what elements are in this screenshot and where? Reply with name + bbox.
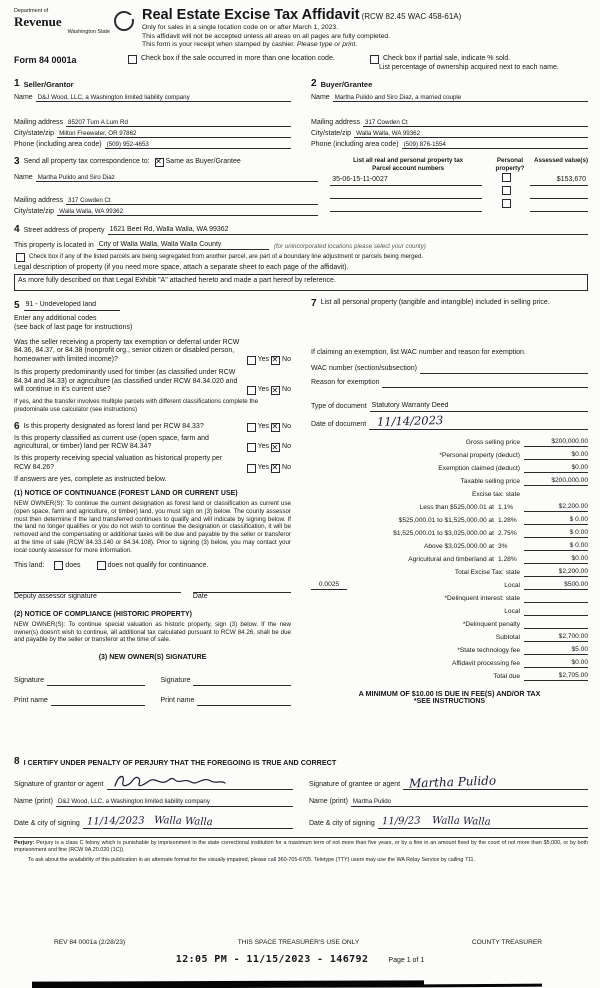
tax-rate: 2.75%	[498, 529, 517, 537]
yes-label: Yes	[257, 356, 270, 364]
deputy-date-line[interactable]	[193, 582, 291, 593]
buyer-name-field[interactable]: Martha Pulido and Siro Diaz, a married couple	[333, 94, 588, 103]
tax-row-value	[524, 628, 588, 629]
document-date-line[interactable]	[369, 414, 588, 430]
tax-row-label: Local	[504, 607, 520, 615]
personal-property-checkbox[interactable]	[502, 186, 511, 195]
tax-row-label: Subtotal	[495, 633, 520, 641]
main-columns	[14, 299, 588, 747]
scan-artifact	[32, 980, 424, 988]
new-owner-signature-label: Signature	[14, 677, 44, 685]
assessed-value-field[interactable]: $153,670	[530, 176, 588, 186]
yes-label: Yes	[257, 463, 270, 471]
perjury-notice	[14, 837, 588, 864]
historic-question: Is this property receiving special valuation as historical property per RCW 84.26?	[14, 455, 223, 471]
correspondence-csz-label: City/state/zip	[14, 207, 55, 215]
section-7-number: 7	[311, 298, 317, 310]
alt-format-note: To ask about the availability of this publication in an alternate format for the visually impaired, please call 360-705-6705. Teletype (TTY) users may use the WA Relay Service by calling 711.	[28, 856, 475, 863]
no-label: No	[282, 422, 291, 430]
answers-note: If answers are yes, complete as instructed below.	[14, 475, 167, 483]
grantee-signature-line[interactable]	[403, 771, 588, 790]
no-label: No	[282, 356, 291, 364]
additional-codes-note: (see back of last page for instructions)	[14, 323, 133, 331]
personal-property-checkbox[interactable]	[502, 173, 511, 182]
left-column	[14, 299, 303, 747]
section-2-number: 2	[311, 78, 317, 90]
tax-row-label: $525,000.01 to $1,525,000.00 at	[398, 516, 494, 524]
multi-location-checkbox[interactable]	[128, 55, 137, 64]
tax-row-label: Gross selling price	[465, 438, 520, 446]
tax-row-value: $500.00	[524, 581, 588, 590]
does-not-qualify-checkbox[interactable]	[97, 561, 106, 570]
new-owner-print-name-label: Print name	[14, 697, 48, 705]
tax-row-value	[524, 615, 588, 616]
grantor-date-city-label: Date & city of signing	[14, 820, 80, 828]
tax-row-label: $1,525,000.01 to $3,025,000.00 at	[393, 529, 494, 537]
additional-codes-label: Enter any additional codes	[14, 315, 97, 323]
document-type-field[interactable]: Statutory Warranty Deed	[370, 402, 588, 412]
land-use-code-field[interactable]: 91 - Undeveloped land	[24, 301, 120, 311]
personal-property-intro: List all personal property (tangible and intangible) included in selling price.	[320, 299, 550, 307]
tax-row-label: Above $3,025,000.00 at	[423, 542, 494, 550]
does-not-label: does not qualify for continuance.	[107, 561, 209, 569]
logo-revenue-text: Revenue	[14, 14, 62, 30]
tax-rate: 1.1%	[498, 503, 514, 511]
multi-location-label: Check box if the sale occurred in more than one location code.	[141, 54, 335, 62]
tax-row-label: Total due	[493, 672, 520, 680]
new-owner-print-name-line-1[interactable]	[51, 695, 145, 706]
page-indicator: Page 1 of 1	[388, 957, 425, 965]
form-number-row	[14, 55, 588, 73]
tax-row-label: Exemption claimed (deduct)	[438, 464, 520, 472]
new-owner-signature-line-2[interactable]	[193, 675, 291, 686]
tax-row-value: $2,700.00	[524, 633, 588, 642]
notice-continuance-title: (1) NOTICE OF CONTINUANCE (FOREST LAND OR CURRENT USE)	[14, 490, 238, 498]
scan-artifact	[424, 984, 542, 988]
legal-description-label: Legal description of property (if you need more space, attach a separate sheet to each page of the affidavit).	[14, 264, 349, 272]
footer	[14, 939, 586, 966]
tax-row-value: $200,000.00	[524, 477, 588, 486]
partial-sale-note: List percentage of ownership acquired next to each name.	[379, 63, 559, 71]
new-owner-print-name-label: Print name	[160, 697, 195, 705]
use-section	[14, 299, 291, 414]
buyer-phone-field[interactable]: (509) 876-1554	[402, 141, 588, 150]
grantor-certification	[14, 772, 307, 829]
grantee-date-city-line[interactable]	[378, 816, 588, 830]
buyer-csz-field[interactable]: Walla Walla, WA 99362	[354, 130, 588, 139]
grantee-certification	[307, 772, 588, 829]
multi-parcel-note: If yes, and the transfer involves multiple parcels with different classifications complete the predominate use calculator (see instructions)	[14, 398, 259, 413]
tax-row-value: $2,200.00	[524, 503, 588, 512]
tax-rate: 3%	[498, 542, 508, 550]
deputy-assessor-signature-line[interactable]	[14, 582, 181, 593]
correspondence-and-parcels	[14, 157, 588, 216]
logo-dept-text: Department of	[14, 8, 49, 14]
current-use-question: Is this property classified as current use (open space, farm and agricultural, or timber) land per RCW 84.34?	[14, 434, 209, 451]
correspondence-csz-field[interactable]: Walla Walla, WA 99362	[57, 208, 318, 217]
tax-row-label: Excise tax: state	[471, 490, 520, 498]
tax-rate: 1.28%	[498, 516, 517, 524]
seller-name-field[interactable]: D&J Wood, LLC, a Washington limited liability company	[36, 94, 291, 103]
section-2-title: Buyer/Grantee	[320, 79, 373, 89]
correspondence-intro: Send all property tax correspondence to:	[23, 158, 150, 166]
tax-row-value: $2,705.00	[524, 672, 588, 681]
segregated-label: Check box if any of the listed parcels are being segregated from another parcel, are part of a boundary line adjustment or parcels being merged.	[29, 253, 424, 261]
correspondence-name-field[interactable]: Martha Pulido and Siro Diaz	[36, 174, 319, 183]
document-date-label: Date of document	[311, 421, 367, 429]
yes-label: Yes	[257, 422, 270, 430]
personal-property-checkbox[interactable]	[502, 199, 511, 208]
notice-compliance-title: (2) NOTICE OF COMPLIANCE (HISTORIC PROPERTY)	[14, 611, 192, 619]
no-label: No	[282, 386, 291, 394]
dor-logo	[14, 8, 134, 36]
personal-property-header: Personal property?	[495, 157, 525, 173]
grantor-signature	[111, 772, 229, 792]
seller-csz-field[interactable]: Milton Freewater, OR 97862	[57, 130, 291, 139]
new-owner-signature-line-1[interactable]	[47, 675, 145, 686]
street-address-label: Street address of property	[23, 226, 105, 234]
assessed-value-header: Assessed value(s)	[534, 157, 588, 165]
parcel-header-line2: Parcel account numbers	[372, 165, 445, 173]
yes-label: Yes	[257, 386, 270, 394]
local-rate-field: 0.0025	[311, 581, 347, 590]
exemption-reason-label: Reason for exemption	[311, 379, 380, 387]
tax-rate: 1.28%	[498, 555, 517, 563]
parcel-row	[330, 186, 588, 199]
buyer-csz-label: City/state/zip	[311, 129, 352, 137]
seller-csz-label: City/state/zip	[14, 129, 55, 137]
street-address-field[interactable]: 1621 Beet Rd, Walla Walla, WA 99362	[108, 226, 589, 236]
grantee-print-name-label: Name (print)	[309, 798, 348, 806]
grantor-print-name-field[interactable]: D&J Wood, LLC, a Washington limited liability company	[56, 798, 293, 807]
historic-no-checkbox[interactable]	[271, 464, 280, 473]
grantor-signature-line[interactable]	[107, 771, 293, 790]
tax-row-label: Taxable selling price	[460, 477, 520, 485]
timber-yes-checkbox[interactable]	[247, 386, 256, 395]
exemption-no-checkbox[interactable]	[271, 356, 280, 365]
forest-land-question: Is this property designated as forest land per RCW 84.33?	[23, 422, 204, 430]
grantee-date-handwriting: 11/9/23	[381, 815, 421, 827]
tax-row-label: Less than $525,000.01 at	[419, 503, 494, 511]
seller-phone-label: Phone (including area code)	[14, 140, 102, 148]
tax-row-value: $ 0.00	[524, 516, 588, 525]
cashier-stamp: 12:05 PM - 11/15/2023 - 146792	[175, 953, 369, 965]
tax-row-label: *State technology fee	[457, 646, 520, 654]
wac-number-label: WAC number (section/subsection)	[311, 365, 417, 373]
form-number: Form 84 0001a	[14, 54, 77, 65]
tax-row-label: Affidavit processing fee	[451, 659, 520, 667]
forest-no-checkbox[interactable]	[271, 423, 280, 432]
parcel-row	[330, 199, 588, 212]
dor-emblem-icon	[114, 11, 134, 31]
seller-mailing-field[interactable]: 85207 Turn A Lum Rd	[66, 119, 291, 128]
grantee-city-handwriting: Walla Walla	[432, 814, 492, 828]
current-use-no-checkbox[interactable]	[271, 443, 280, 452]
deputy-date-label: Date	[192, 593, 208, 601]
perjury-label: Perjury:	[14, 840, 35, 847]
rev-form-number: REV 84 0001a (2/28/23)	[54, 939, 126, 947]
tax-section	[303, 299, 588, 747]
tax-row-value: $5.00	[524, 646, 588, 655]
see-instructions-note: *SEE INSTRUCTIONS	[413, 697, 486, 705]
tax-row-value: $ 0.00	[524, 542, 588, 551]
grantor-city-handwriting: Walla Walla	[154, 814, 214, 828]
parcel-row	[330, 173, 588, 186]
tax-row-value	[524, 602, 588, 603]
header-note-2: This affidavit will not be accepted unless all areas on all pages are fully completed.	[142, 32, 391, 40]
header-note-3: This form is your receipt when stamped by cashier.	[142, 41, 297, 49]
parcel-table	[330, 157, 588, 216]
minimum-due-note: A MINIMUM OF $10.00 IS DUE IN FEE(S) AND/OR TAX	[358, 688, 541, 698]
partial-sale-label: Check box if partial sale, indicate % sold.	[383, 54, 511, 62]
grantor-date-city-line[interactable]	[83, 816, 293, 830]
buyer-name-label: Name	[311, 93, 330, 101]
notice-compliance-body: NEW OWNER(S): To continue special valuation as historic property, sign (3) below. If the new owner(s) doesn't wish to continue, all additional tax calculated pursuant to RCW 84.26, shall be due and payable by the seller or transferor at the time of sale.	[14, 620, 291, 644]
tax-row-value: $0.00	[524, 451, 588, 460]
certification-section	[14, 757, 588, 829]
form-title-ref: (RCW 82.45 WAC 458-61A)	[361, 12, 462, 21]
located-in-note: (for unincorporated locations please select your county)	[273, 242, 426, 250]
buyer-phone-label: Phone (including area code)	[311, 140, 399, 148]
exemption-question: Was the seller receiving a property tax exemption or deferral under RCW 84.36, 84.37, or 84.38 (nonprofit org., senior citizen or disabled person, homeowner with limited income)?	[14, 338, 240, 364]
section-4-number: 4	[14, 224, 20, 236]
does-label: does	[65, 561, 81, 569]
same-as-buyer-label: Same as Buyer/Grantee	[165, 158, 241, 166]
tax-row-label: *Delinquent penalty	[462, 620, 520, 628]
tax-row-value: $0.00	[524, 659, 588, 668]
header-note-1: Only for sales in a single location code on or after March 1, 2023.	[142, 24, 339, 32]
section-3-number: 3	[14, 156, 20, 168]
section-6-number: 6	[14, 420, 20, 432]
section-1-number: 1	[14, 78, 20, 90]
tax-row-label: Local	[504, 581, 520, 589]
grantee-date-city-label: Date & city of signing	[309, 820, 375, 828]
correspondence-section	[14, 157, 330, 216]
grantee-print-name-field[interactable]: Martha Pulido	[351, 798, 588, 807]
segregated-checkbox[interactable]	[16, 253, 25, 262]
historic-yes-checkbox[interactable]	[247, 464, 256, 473]
parcel-number-field[interactable]	[330, 198, 482, 199]
assessed-value-field[interactable]	[530, 211, 588, 212]
county-treasurer-label: COUNTY TREASURER	[471, 939, 542, 947]
tax-table	[311, 434, 588, 681]
this-land-label: This land:	[14, 561, 45, 569]
wac-number-field[interactable]	[420, 373, 588, 374]
parcel-number-field[interactable]	[330, 211, 482, 212]
parcel-number-field[interactable]: 35-06-15-11-0027	[330, 176, 482, 186]
tax-row-value: $200,000.00	[524, 438, 588, 447]
located-in-field[interactable]: City of Walla Walla, Walla Walla County	[97, 241, 269, 251]
new-owner-print-name-line-2[interactable]	[197, 695, 291, 706]
buyer-mailing-label: Mailing address	[311, 118, 361, 126]
tax-row-value: $2,200.00	[524, 568, 588, 577]
yes-label: Yes	[257, 443, 270, 451]
seller-phone-field[interactable]: (509) 952-4653	[105, 141, 291, 150]
treasurer-space-label: THIS SPACE TREASURER'S USE ONLY	[237, 939, 360, 947]
section-5-number: 5	[14, 300, 20, 312]
tax-row-value: $ 0.00	[524, 529, 588, 538]
property-section	[14, 223, 588, 291]
exemption-yes-checkbox[interactable]	[247, 356, 256, 365]
document-date-handwriting: 11/14/2023	[377, 413, 444, 429]
tax-row-value: $0.00	[524, 555, 588, 564]
assessed-value-field[interactable]	[530, 198, 588, 199]
perjury-text: Perjury is a class C felony which is punishable by imprisonment in the state correctional institution for a maximum term of not more than five years, or by a fine in an amount fixed by the court of not more than $5,000, or by both imprisonment and fine (RCW 9A.20.020 (1C)).	[14, 840, 588, 854]
current-use-yes-checkbox[interactable]	[247, 443, 256, 452]
header	[14, 8, 588, 50]
correspondence-mailing-label: Mailing address	[14, 196, 64, 204]
new-owner-signature-label: Signature	[160, 677, 191, 685]
correspondence-name-label: Name	[14, 173, 33, 181]
legal-description-field[interactable]: As more fully described on that Legal Exhibit "A" attached hereto and made a part hereof by reference.	[14, 274, 588, 291]
grantor-print-name-label: Name (print)	[14, 798, 53, 806]
correspondence-mailing-field[interactable]: 317 Cowden Ct	[66, 197, 318, 206]
notice-continuance-body: NEW OWNER(S): To continue the current designation as forest land or classification as current use (open space, farm and agriculture, or timber) land, you must sign on (3) below. The county assessor must then determine if the land transferred continues to qualify and will indicate by signing below. If the land no longer qualifies or you do not wish to continue the designation or classification, it will be removed and the compensating or additional taxes will be due and payable by the seller or transferor at the time of sale (RCW 84.33.140 or 84.34.108). Prior to signing (3) below, you may contact your local county assessor for more information.	[14, 500, 291, 554]
no-label: No	[282, 443, 291, 451]
certification-statement: I CERTIFY UNDER PENALTY OF PERJURY THAT THE FOREGOING IS TRUE AND CORRECT	[23, 757, 337, 767]
grantor-date-handwriting: 11/14/2023	[86, 815, 145, 828]
exemption-reason-field[interactable]	[382, 387, 588, 388]
new-owners-signature-title: (3) NEW OWNER(S) SIGNATURE	[98, 654, 207, 662]
grantee-signature: Martha Pulido	[408, 773, 497, 791]
section-1-title: Seller/Grantor	[23, 79, 74, 89]
tax-row-value: $0.00	[524, 464, 588, 473]
same-as-buyer-checkbox[interactable]	[155, 158, 164, 167]
parties	[14, 79, 588, 149]
tax-row-label: Total Excise Tax: state	[454, 568, 520, 576]
tax-row-label: *Personal property (deduct)	[439, 451, 520, 459]
document-type-label: Type of document	[311, 403, 367, 411]
designation-section	[14, 422, 291, 706]
grantor-signature-label: Signature of grantor or agent	[14, 781, 104, 789]
header-note-3-emphasis: Please type or print.	[296, 41, 358, 49]
logo-state-text: Washington State	[67, 28, 110, 35]
section-8-number: 8	[14, 756, 20, 768]
seller-name-label: Name	[14, 93, 33, 101]
deputy-assessor-signature-label: Deputy assessor signature	[14, 593, 97, 601]
does-qualify-checkbox[interactable]	[54, 561, 63, 570]
grantee-signature-label: Signature of grantee or agent	[309, 781, 401, 789]
located-in-label: This property is located in	[14, 241, 94, 249]
timber-no-checkbox[interactable]	[271, 386, 280, 395]
forest-yes-checkbox[interactable]	[247, 423, 256, 432]
no-label: No	[282, 463, 291, 471]
exemption-claim-note: If claiming an exemption, list WAC number and reason for exemption.	[311, 349, 526, 357]
seller-mailing-label: Mailing address	[14, 118, 64, 126]
tax-row-label: Agricultural and timberland at	[408, 555, 494, 563]
parcel-header-line1: List all real and personal property tax	[353, 157, 464, 165]
partial-sale-checkbox[interactable]	[370, 55, 379, 64]
seller-section	[14, 79, 307, 149]
buyer-mailing-field[interactable]: 317 Cowden Ct	[363, 119, 588, 128]
timber-question: Is this property predominantly used for timber (as classified under RCW 84.34 and 84.33) or agriculture (as classified under RCW 84.34.020 and will continue in it's current use?	[14, 368, 238, 394]
tax-row-label: *Delinquent interest: state	[444, 594, 520, 602]
buyer-section	[307, 79, 588, 149]
form-title: Real Estate Excise Tax Affidavit	[142, 7, 360, 23]
